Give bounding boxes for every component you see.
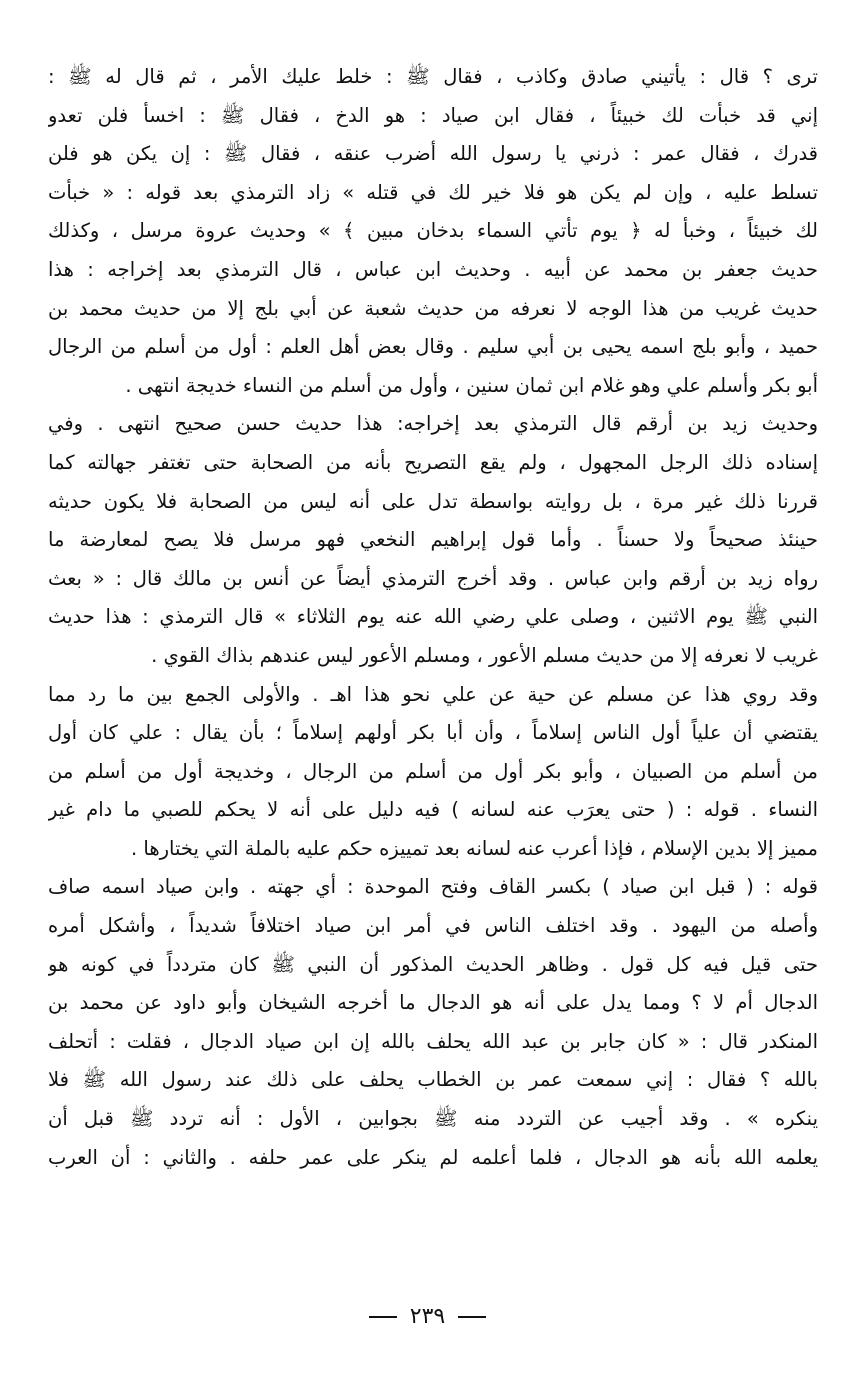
text-line: من أسلم من الصبيان ، وأبو بكر أول من أسلم من الرجال ، وخديجة أول من أسلم من	[48, 759, 818, 783]
text-line: بالله ؟ فقال : إني سمعت عمر بن الخطاب يحلف على ذلك عند رسول الله ﷺ فلا	[48, 1068, 818, 1092]
body-text	[48, 58, 818, 1177]
text-line: ترى ؟ قال : يأتيني صادق وكاذب ، فقال ﷺ : خلط عليك الأمر ، ثم قال له ﷺ :	[48, 65, 818, 88]
text-line: رواه زيد بن أرقم وابن عباس . وقد أخرج الترمذي أيضاً عن أنس بن مالك قال : « بعث	[48, 566, 818, 590]
text-line: يقتضي أن علياً أول الناس إسلاماً ، وأن أبا بكر أولهم إسلاماً ؛ بأن يقال : علي كان أول	[48, 721, 818, 745]
text-line: قوله : ( قبل ابن صياد ) بكسر القاف وفتح الموحدة : أي جهته . وابن صياد اسمه صاف	[48, 875, 818, 899]
text-line: إسناده ذلك الرجل المجهول ، ولم يقع التصريح بأنه من الصحابة حتى تغتفر جهالته كما	[48, 450, 818, 474]
text-line: حديث جعفر بن محمد عن أبيه . وحديث ابن عباس ، قال الترمذي بعد إخراجه : هذا	[48, 257, 818, 281]
text-line: حديث غريب من هذا الوجه لا نعرفه من حديث شعبة عن أبي بلج إلا من حديث محمد بن	[48, 296, 818, 320]
page-number-value: ٢٣٩	[409, 1304, 446, 1329]
text-line: ينكره » . وقد أجيب عن التردد منه ﷺ بجوابين ، الأول : أنه تردد ﷺ قبل أن	[48, 1107, 818, 1131]
text-line: حميد ، وأبو بلج اسمه يحيى بن أبي سليم . وقال بعض أهل العلم : أول من أسلم من الرجال	[48, 335, 818, 359]
text-line: وحديث زيد بن أرقم قال الترمذي بعد إخراجه: هذا حديث حسن صحيح انتهى . وفي	[48, 412, 818, 436]
text-line: حتى قيل فيه كل قول . وظاهر الحديث المذكور أن النبي ﷺ كان متردداً في كونه هو	[48, 952, 818, 976]
text-line: وقد روي هذا عن مسلم عن حية عن علي نحو هذا اهـ . والأولى الجمع بين ما رد مما	[48, 682, 818, 706]
text-line: النبي ﷺ يوم الاثنين ، وصلى علي رضي الله عنه يوم الثلاثاء » قال الترمذي : هذا حديث	[48, 605, 818, 629]
text-line: وأصله من اليهود . وقد اختلف الناس في أمر ابن صياد اختلافاً شديداً ، وأشكل أمره	[48, 914, 818, 938]
text-line: أبو بكر وأسلم علي وهو غلام ابن ثمان سنين ، وأول من أسلم من النساء خديجة انتهى .	[125, 373, 818, 397]
text-line: لك خبيئاً ، وخبأ له ﴿ يوم تأتي السماء بدخان مبين ﴾ » وحديث عروة مرسل ، وكذلك	[48, 219, 818, 243]
text-line: قررنا ذلك غير مرة ، بل روايته بواسطة تدل على أنه ليس من الصحابة فلا يكون حديثه	[48, 489, 818, 513]
text-line: المنكدر قال : « كان جابر بن عبد الله يحلف بالله إن ابن صياد الدجال ، فقلت : أتحلف	[48, 1029, 818, 1053]
text-line: تسلط عليه ، وإن لم يكن هو فلا خير لك في قتله » زاد الترمذي بعد قوله : « خبأت	[48, 180, 818, 204]
page-text-area	[48, 58, 818, 1338]
page-number	[0, 1304, 855, 1329]
text-line: النساء . قوله : ( حتى يعرَب عنه لسانه ) فيه دليل على أنه لا يحكم للصبي ما دام غير	[48, 798, 818, 822]
text-line: غريب لا نعرفه إلا من حديث مسلم الأعور ، ومسلم الأعور ليس عندهم بذاك القوي .	[151, 643, 818, 667]
text-line: الدجال أم لا ؟ ومما يدل على أنه هو الدجال ما أخرجه الشيخان وأبو داود عن محمد بن	[48, 991, 818, 1015]
text-line: مميز إلا بدين الإسلام ، فإذا أعرب عنه لسانه بعد تمييزه حكم عليه بالملة التي يختارها .	[131, 836, 818, 860]
text-line: حينئذ صحيحاً ولا حسناً . وأما قول إبراهيم النخعي فهو مرسل فلا يصح لمعارضة ما	[48, 528, 818, 552]
text-line: قدرك ، فقال عمر : ذرني يا رسول الله أضرب عنقه ، فقال ﷺ : إن يكن هو فلن	[48, 142, 818, 166]
page-number-dash-right	[458, 1316, 486, 1318]
text-line: إني قد خبأت لك خبيئاً ، فقال ابن صياد : هو الدخ ، فقال ﷺ : اخسأ فلن تعدو	[48, 103, 818, 127]
text-line: يعلمه الله بأنه هو الدجال ، فلما أعلمه لم ينكر على عمر حلفه . والثاني : أن العرب	[48, 1145, 818, 1169]
page-number-dash-left	[369, 1316, 397, 1318]
